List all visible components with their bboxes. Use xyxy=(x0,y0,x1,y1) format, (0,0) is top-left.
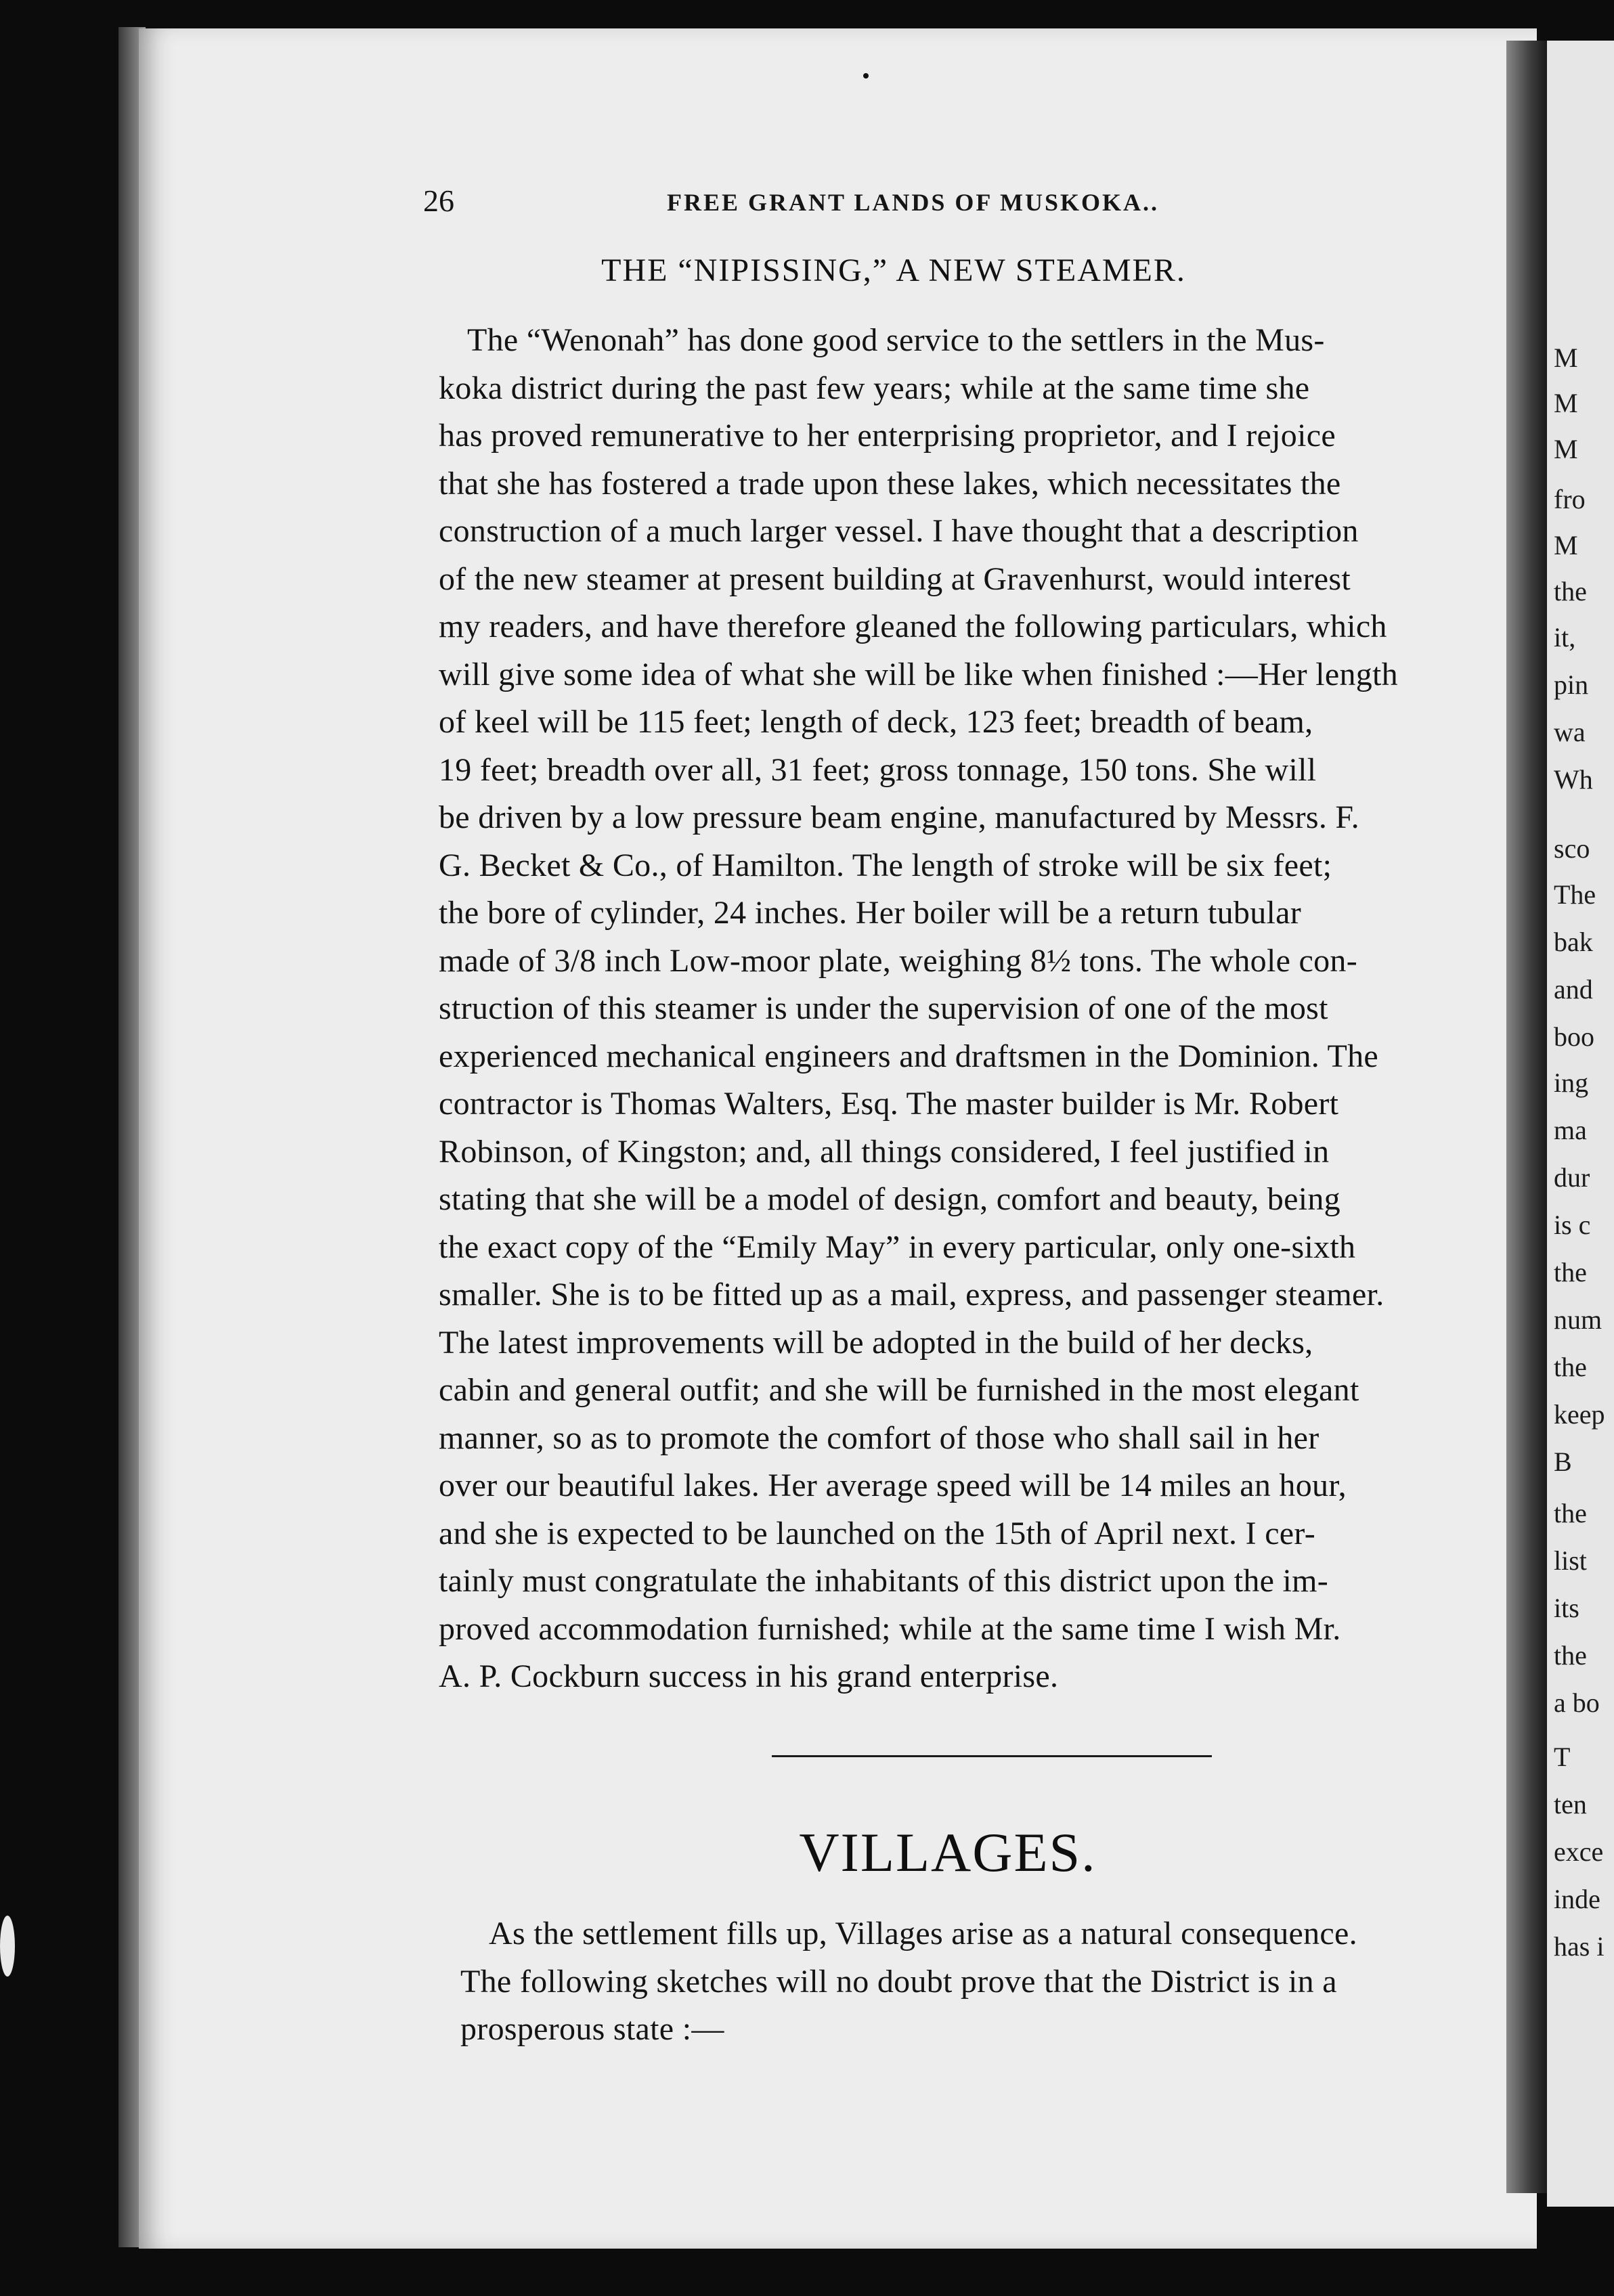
facing-page-line: The xyxy=(1554,879,1596,910)
text-line: contractor is Thomas Walters, Esq. The master builder is Mr. Robert xyxy=(439,1086,1339,1122)
text-line: koka district during the past few years; while at the same time she xyxy=(439,370,1310,406)
facing-page-line: dur xyxy=(1554,1162,1590,1193)
facing-page-line: M xyxy=(1554,343,1578,373)
facing-page-line: its xyxy=(1554,1593,1579,1623)
text-line: 19 feet; breadth over all, 31 feet; gross tonnage, 150 tons. She will xyxy=(439,751,1317,788)
facing-page-line: list xyxy=(1554,1545,1587,1576)
facing-page-line: M xyxy=(1554,434,1578,464)
text-line: made of 3/8 inch Low-moor plate, weighing 8½ tons. The whole con- xyxy=(439,942,1357,979)
facing-page-line: has i xyxy=(1554,1931,1605,1962)
text-line: smaller. She is to be fitted up as a mail, express, and passenger steamer. xyxy=(439,1277,1384,1312)
text-line: be driven by a low pressure beam engine, manufactured by Messrs. F. xyxy=(439,799,1359,835)
facing-page-line: num xyxy=(1554,1304,1602,1335)
facing-page-line: boo xyxy=(1554,1021,1594,1052)
facing-page-line: M xyxy=(1554,388,1578,418)
scan-speck xyxy=(863,73,869,79)
facing-page-line: it, xyxy=(1554,622,1576,653)
facing-page-line: and xyxy=(1554,974,1593,1005)
text-line: my readers, and have therefore gleaned the following particulars, which xyxy=(439,609,1387,644)
facing-page-line: exce xyxy=(1554,1836,1604,1867)
facing-page-line: a bo xyxy=(1554,1687,1600,1718)
facing-page-line: the xyxy=(1554,1498,1587,1528)
text-line: of the new steamer at present building at Gravenhurst, would interest xyxy=(439,560,1351,597)
text-line: prosperous state :— xyxy=(460,2011,724,2047)
facing-page-line: the xyxy=(1554,1352,1587,1382)
facing-page-line: the xyxy=(1554,1257,1587,1287)
facing-page-line: the xyxy=(1554,576,1587,606)
facing-page-line: ing xyxy=(1554,1067,1589,1098)
section-heading: VILLAGES. xyxy=(799,1822,1097,1883)
text-line: of keel will be 115 feet; length of deck, 123 feet; breadth of beam, xyxy=(439,704,1313,740)
running-title: FREE GRANT LANDS OF MUSKOKA.. xyxy=(667,189,1160,216)
text-line: Robinson, of Kingston; and, all things considered, I feel justified in xyxy=(439,1133,1330,1170)
text-line: will give some idea of what she will be like when finished :—Her length xyxy=(439,656,1398,692)
text-line: tainly must congratulate the inhabitants of this district upon the im- xyxy=(439,1563,1329,1599)
text-line: The latest improvements will be adopted in the build of her decks, xyxy=(439,1324,1313,1361)
page-number: 26 xyxy=(423,183,454,218)
text-line: The “Wenonah” has done good service to the settlers in the Mus- xyxy=(467,322,1325,358)
text-line: A. P. Cockburn success in his grand enterprise. xyxy=(439,1658,1059,1694)
text-line: experienced mechanical engineers and draftsmen in the Dominion. The xyxy=(439,1038,1379,1074)
facing-page-line: B xyxy=(1554,1447,1572,1477)
article-body xyxy=(439,317,1508,1701)
text-line: over our beautiful lakes. Her average speed will be 14 miles an hour, xyxy=(439,1467,1347,1503)
facing-page-line: ma xyxy=(1554,1115,1587,1145)
text-line: cabin and general outfit; and she will be furnished in the most elegant xyxy=(439,1372,1359,1408)
facing-page-line: keep xyxy=(1554,1399,1605,1430)
text-line: The following sketches will no doubt prove that the District is in a xyxy=(460,1963,1337,2000)
section-body xyxy=(460,1910,1517,2054)
text-line: the exact copy of the “Emily May” in every particular, only one-sixth xyxy=(439,1229,1356,1265)
text-line: G. Becket & Co., of Hamilton. The length of stroke will be six feet; xyxy=(439,847,1332,883)
scan-speck xyxy=(0,1916,15,1977)
facing-page-line: is c xyxy=(1554,1210,1591,1240)
facing-page-line: Wh xyxy=(1554,764,1593,795)
facing-page-line: M xyxy=(1554,530,1578,560)
facing-page-line: inde xyxy=(1554,1884,1600,1914)
text-line: the bore of cylinder, 24 inches. Her boiler will be a return tubular xyxy=(439,895,1302,931)
facing-page-line: fro xyxy=(1554,484,1586,514)
text-line: stating that she will be a model of design, comfort and beauty, being xyxy=(439,1181,1340,1217)
facing-page-line: T xyxy=(1554,1742,1571,1772)
article-title: THE “NIPISSING,” A NEW STEAMER. xyxy=(601,252,1186,288)
text-line: has proved remunerative to her enterprising proprietor, and I rejoice xyxy=(439,418,1336,454)
text-line: proved accommodation furnished; while at the same time I wish Mr. xyxy=(439,1610,1341,1647)
text-line: construction of a much larger vessel. I have thought that a description xyxy=(439,513,1359,549)
section-divider xyxy=(772,1755,1212,1757)
facing-page-line: the xyxy=(1554,1640,1587,1671)
text-line: and she is expected to be launched on the 15th of April next. I cer- xyxy=(439,1515,1316,1551)
facing-page-line: ten xyxy=(1554,1789,1587,1819)
text-line: manner, so as to promote the comfort of those who shall sail in her xyxy=(439,1419,1319,1456)
text-line: As the settlement fills up, Villages arise as a natural consequence. xyxy=(489,1916,1357,1951)
facing-page-line: pin xyxy=(1554,669,1589,700)
facing-page-line: bak xyxy=(1554,927,1593,957)
facing-page-line: sco xyxy=(1554,833,1590,864)
facing-page-fragment xyxy=(1547,41,1614,2207)
book-gutter xyxy=(1506,41,1547,2193)
facing-page-line: wa xyxy=(1554,717,1586,747)
text-line: struction of this steamer is under the supervision of one of the most xyxy=(439,990,1328,1026)
text-line: that she has fostered a trade upon these lakes, which necessitates the xyxy=(439,465,1341,502)
